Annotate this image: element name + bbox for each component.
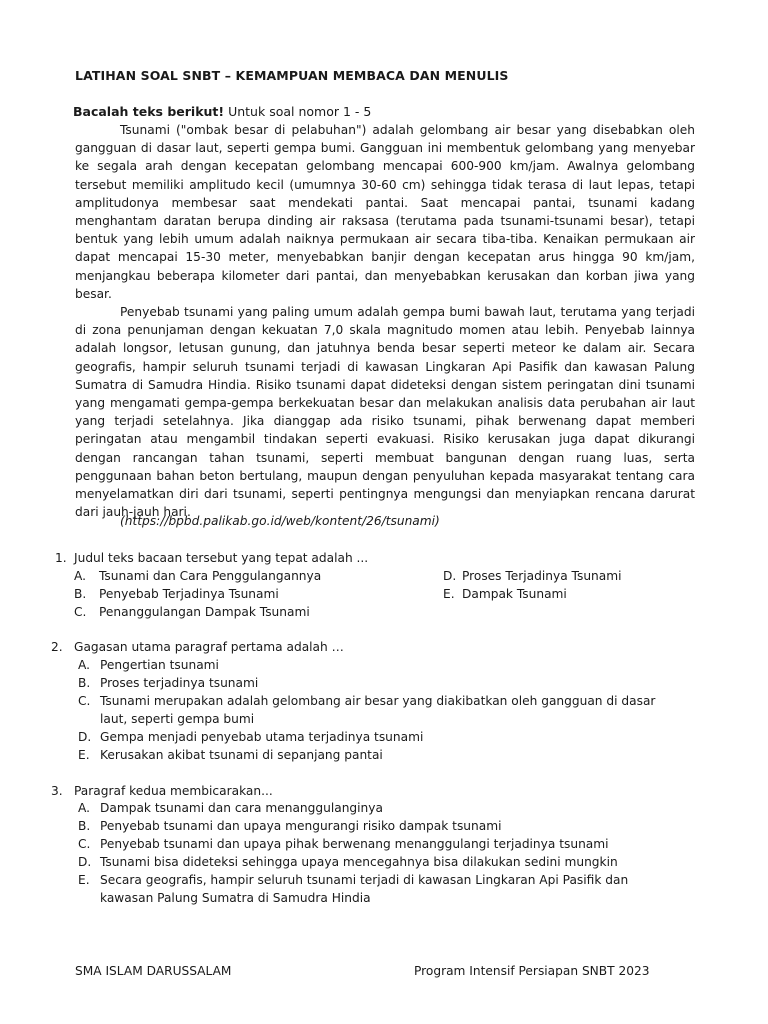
option-letter: E. [78,873,90,887]
passage-paragraph-2: Penyebab tsunami yang paling umum adalah gempa bumi bawah laut, terutama yang terjadi di zona penunjaman dengan kekuatan 7,0 skala magnitudo momen atau lebih. Penyebab lainnya adalah longsor, letusan gunung, dan jatuhnya benda besar seperti meteor ke dalam air. Secara geografis, hampir seluruh tsunami terjadi di kawasan Lingkaran Api Pasifik dan kawasan Palung Sumatra di Samudra Hindia. Risiko tsunami dapat dideteksi dengan sistem peringatan dini tsunami yang mengamati gempa-gempa berkekuatan besar dan melakukan analisis data perubahan air laut yang terjadi setelahnya. Jika dianggap ada risiko tsunami, pihak berwenang dapat memberi peringatan atau mengambil tindakan seperti evakuasi. Risiko kerusakan juga dapat dikurangi dengan rancangan tahan tsunami, seperti membuat bangunan dengan ruang luas, serta penggunaan bahan beton bertulang, maupun dengan penyuluhan kepada masyarakat tentang cara menyelamatkan diri dari tsunami, seperti pentingnya mengungsi dan menyiapkan rencana darurat dari jauh-jauh hari. [75,305,695,520]
question-number: 2. [51,640,63,654]
option-text: Proses Terjadinya Tsunami [462,569,622,583]
option-text: Secara geografis, hampir seluruh tsunami terjadi di kawasan Lingkaran Api Pasifik dan kawasan Palung Sumatra di Samudra Hindia [100,873,629,905]
option-text: Proses terjadinya tsunami [100,676,259,690]
footer-program: Program Intensif Persiapan SNBT 2023 [414,964,650,978]
option-letter: D. [78,730,92,744]
question-number: 1. [55,551,67,565]
page-title: LATIHAN SOAL SNBT – KEMAMPUAN MEMBACA DAN MENULIS [75,68,509,83]
option-letter: C. [78,837,91,851]
option-letter: A. [78,658,90,672]
question-text: Judul teks bacaan tersebut yang tepat adalah ... [74,551,369,565]
option-letter: D. [443,569,457,583]
question-number: 3. [51,784,63,798]
option-letter: E. [78,748,90,762]
option-text: Dampak tsunami dan cara menanggulanginya [100,801,383,815]
option-text: Tsunami merupakan adalah gelombang air besar yang diakibatkan oleh gangguan di dasar laut, seperti gempa bumi [100,694,656,726]
option-text: Dampak Tsunami [462,587,567,601]
option-text: Penanggulangan Dampak Tsunami [99,605,310,619]
option-letter: C. [74,605,87,619]
option-letter: D. [78,855,92,869]
option-text: Pengertian tsunami [100,658,219,672]
option-letter: A. [78,801,90,815]
option-letter: B. [78,819,91,833]
option-text: Penyebab tsunami dan upaya mengurangi risiko dampak tsunami [100,819,502,833]
option-text: Tsunami bisa dideteksi sehingga upaya mencegahnya bisa dilakukan sedini mungkin [100,855,618,869]
option-letter: C. [78,694,91,708]
option-letter: B. [78,676,91,690]
question-text: Paragraf kedua membicarakan... [74,784,273,798]
passage-paragraph-1: Tsunami ("ombak besar di pelabuhan") adalah gelombang air besar yang disebabkan oleh gangguan di dasar laut, seperti gempa bumi. Gangguan ini membentuk gelombang yang menyebar ke segala arah dengan kecepatan gelombang mencapai 600-900 km/jam. Awalnya gelombang tersebut memiliki amplitudo kecil (umumnya 30-60 cm) sehingga tidak terasa di laut lepas, tetapi amplitudonya membesar saat mendekati pantai. Saat mencapai pantai, tsunami kadang menghantam daratan berupa dinding air raksasa (terutama pada tsunami-tsunami besar), tetapi bentuk yang lebih umum adalah naiknya permukaan air secara tiba-tiba. Kenaikan permukaan air dapat mencapai 15-30 meter, menyebabkan banjir dengan kecepatan arus hingga 90 km/jam, menjangkau beberapa kilometer dari pantai, dan menyebabkan kerusakan dan korban jiwa yang besar. [75,123,695,301]
option-text: Tsunami dan Cara Penggulangannya [99,569,322,583]
reading-instruction [73,104,371,119]
option-letter: B. [74,587,87,601]
option-letter: A. [74,569,86,583]
option-letter: E. [443,587,455,601]
reading-passage [75,121,695,521]
option-text: Penyebab tsunami dan upaya pihak berwenang menanggulangi terjadinya tsunami [100,837,609,851]
footer-school: SMA ISLAM DARUSSALAM [75,964,232,978]
instruction-rest: Untuk soal nomor 1 - 5 [224,104,372,119]
question-text: Gagasan utama paragraf pertama adalah … [74,640,344,654]
option-text: Kerusakan akibat tsunami di sepanjang pantai [100,748,383,762]
option-text: Gempa menjadi penyebab utama terjadinya tsunami [100,730,424,744]
passage-source: (https://bpbd.palikab.go.id/web/kontent/26/tsunami) [120,514,440,528]
option-text: Penyebab Terjadinya Tsunami [99,587,279,601]
instruction-bold: Bacalah teks berikut! [73,104,225,119]
